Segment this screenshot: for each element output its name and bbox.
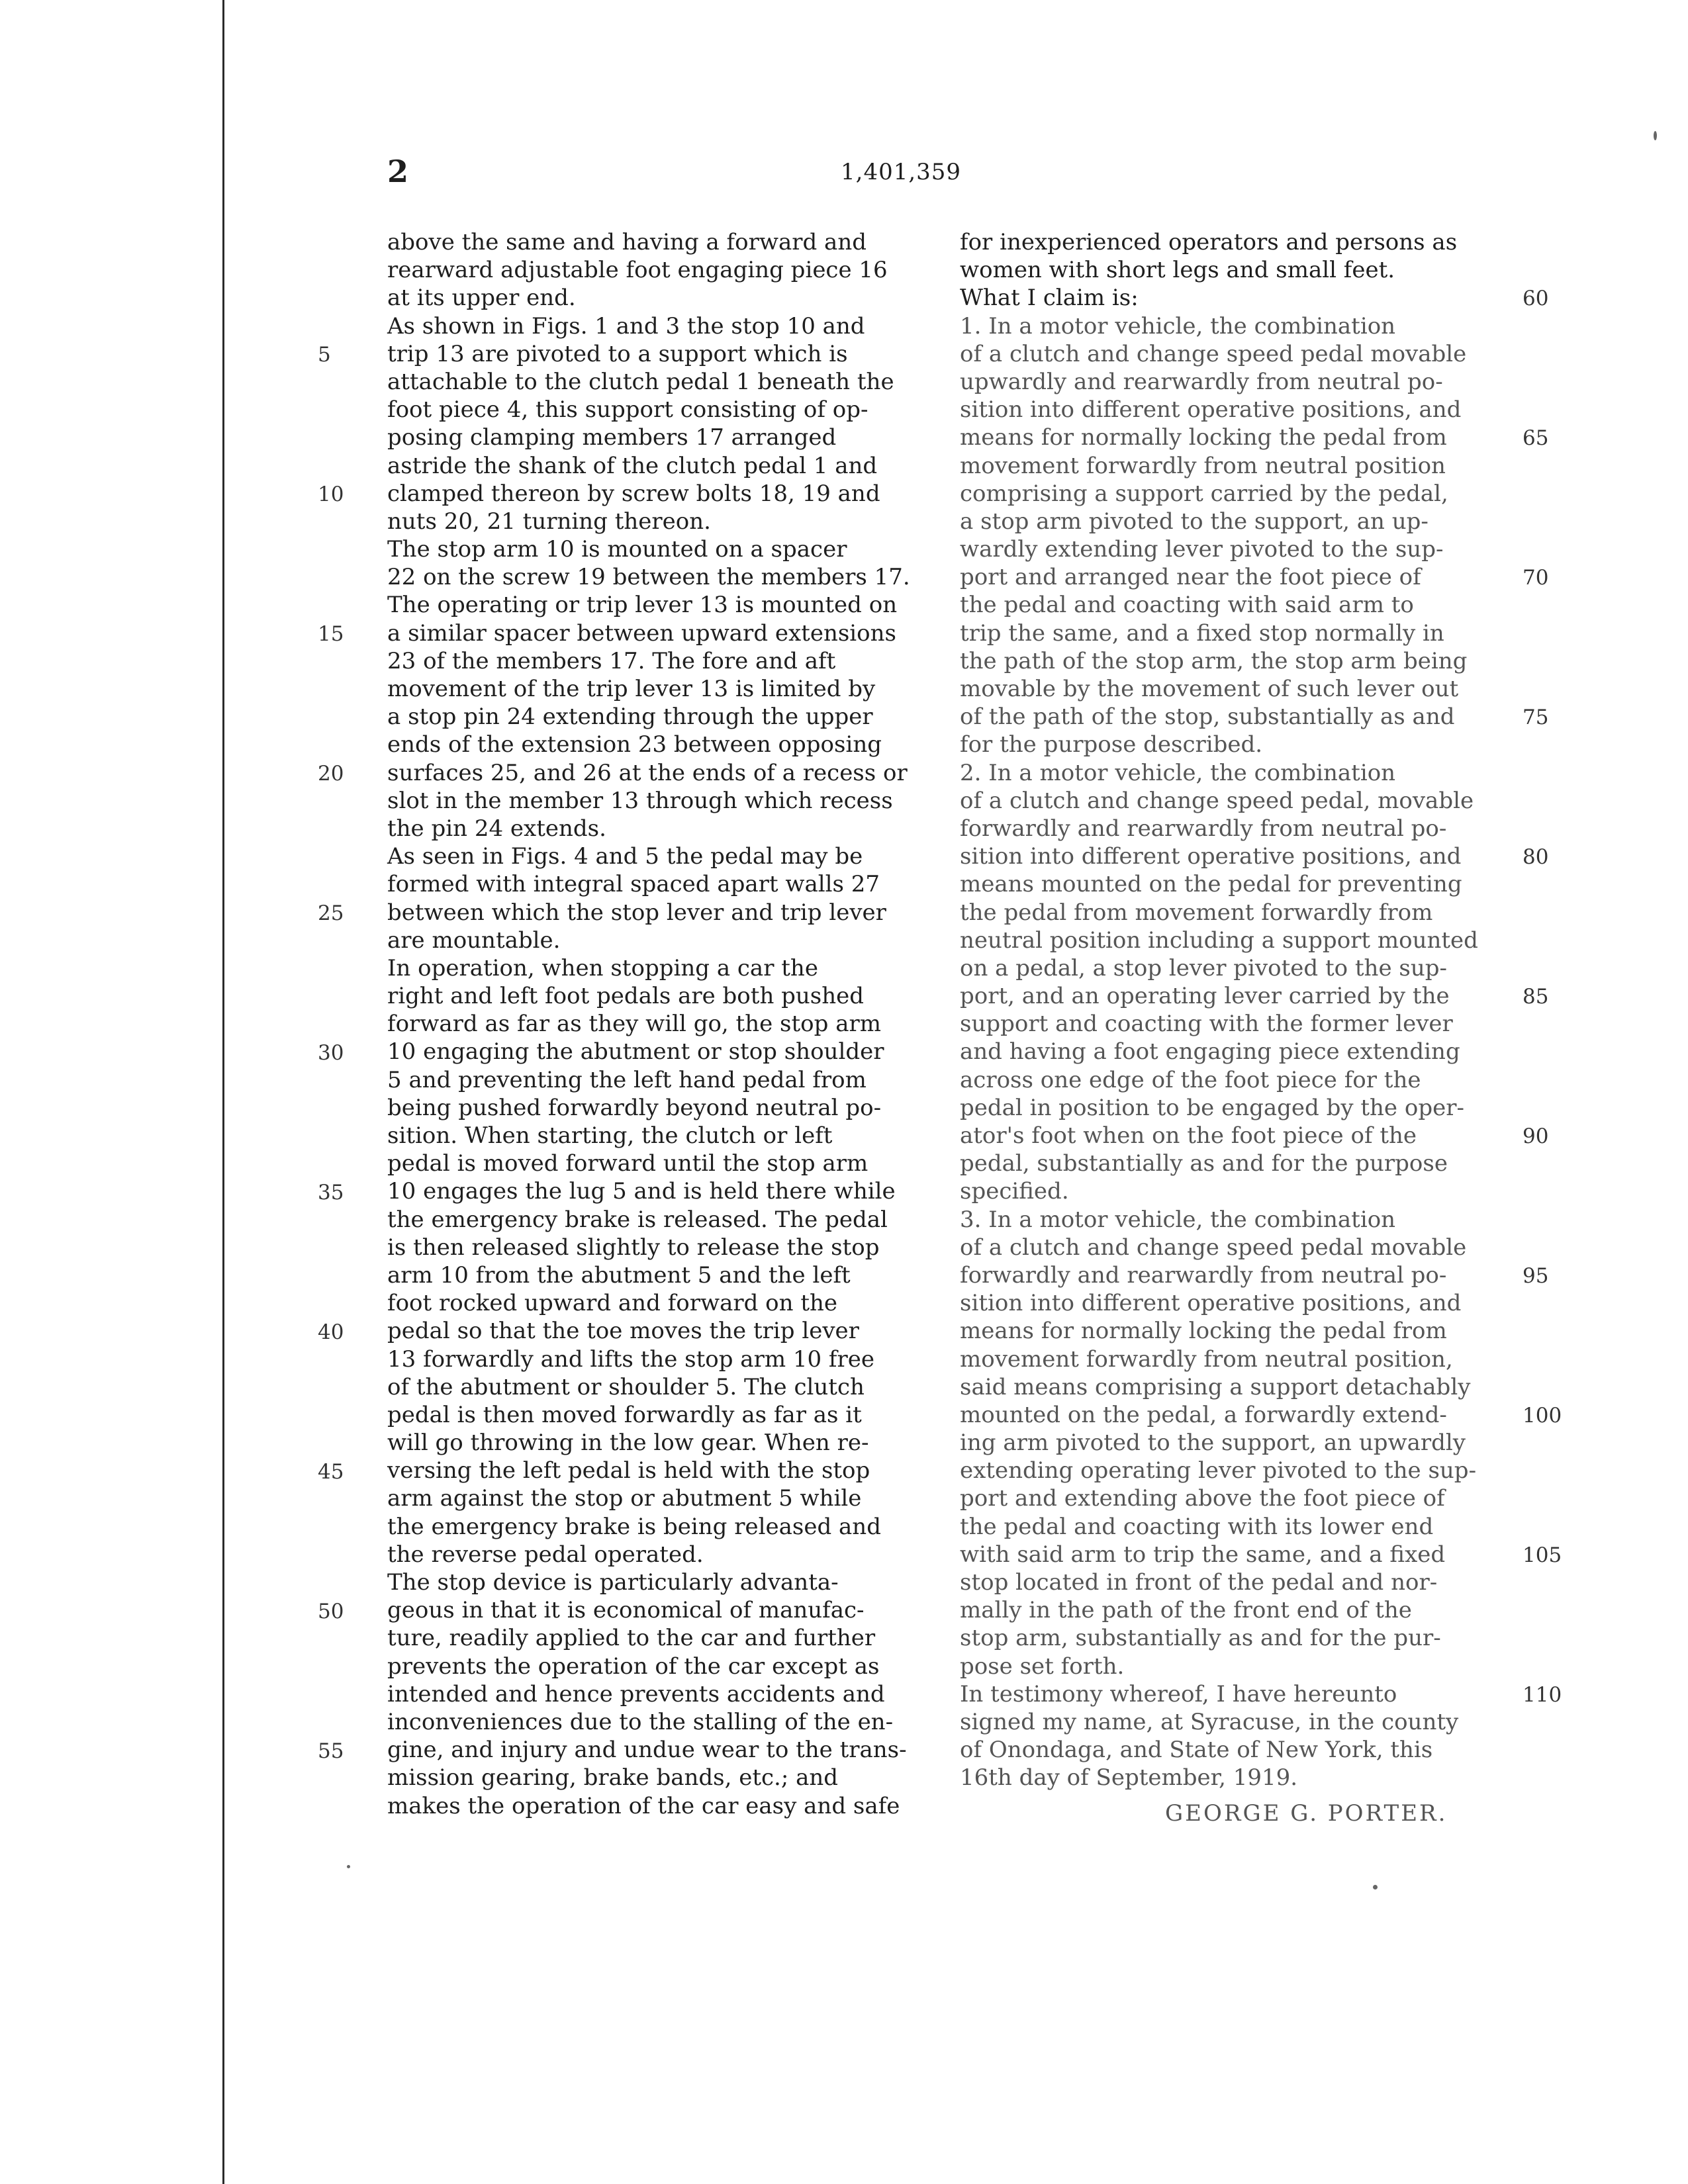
text-line: port and extending above the foot piece of (960, 1485, 1445, 1512)
margin-line-number: 35 (318, 1180, 344, 1205)
page-number: 2 (387, 154, 409, 189)
text-line: across one edge of the foot piece for the (960, 1066, 1421, 1093)
text-line: The operating or trip lever 13 is mounted on (387, 592, 898, 619)
text-line: means mounted on the pedal for preventing (960, 871, 1462, 898)
text-line: movement forwardly from neutral position, (960, 1345, 1453, 1373)
text-line: trip the same, and a fixed stop normally in (960, 619, 1444, 647)
text-line: prevents the operation of the car except as (387, 1653, 880, 1680)
text-line: forward as far as they will go, the stop arm (387, 1011, 881, 1038)
text-line: inconveniences due to the stalling of the en- (387, 1708, 894, 1735)
text-line: astride the shank of the clutch pedal 1 and (387, 452, 878, 479)
text-line: movement forwardly from neutral position (960, 452, 1446, 479)
text-line: the emergency brake is released. The pedal (387, 1206, 888, 1233)
text-line: mally in the path of the front end of the (960, 1597, 1412, 1624)
text-line: of a clutch and change speed pedal movable (960, 340, 1467, 367)
text-line: is then released slightly to release the stop (387, 1234, 880, 1261)
text-line: neutral position including a support mounted (960, 927, 1478, 954)
text-line: pose set forth. (960, 1653, 1125, 1680)
text-line: means for normally locking the pedal from (960, 424, 1447, 451)
patent-number: 1,401,359 (841, 159, 962, 185)
margin-line-number: 85 (1523, 985, 1549, 1009)
text-line: extending operating lever pivoted to the sup- (960, 1457, 1477, 1484)
text-line: rearward adjustable foot engaging piece 16 (387, 257, 888, 284)
text-line: ends of the extension 23 between opposing (387, 731, 882, 758)
text-line: 3. In a motor vehicle, the combination (960, 1206, 1396, 1233)
margin-line-number: 75 (1523, 705, 1549, 730)
scan-speck (347, 1865, 350, 1868)
scan-speck (1373, 1885, 1378, 1889)
margin-line-number: 100 (1523, 1404, 1562, 1428)
text-line: 1. In a motor vehicle, the combination (960, 312, 1396, 340)
text-line: As shown in Figs. 1 and 3 the stop 10 and (387, 312, 865, 340)
text-line: slot in the member 13 through which recess (387, 787, 893, 814)
text-line: surfaces 25, and 26 at the ends of a recess or (387, 759, 908, 786)
text-line: the pedal and coacting with its lower end (960, 1513, 1434, 1540)
text-line: being pushed forwardly beyond neutral po- (387, 1094, 882, 1121)
text-line: gine, and injury and undue wear to the trans- (387, 1737, 907, 1764)
text-line: are mountable. (387, 927, 561, 954)
text-line: The stop arm 10 is mounted on a spacer (387, 536, 847, 563)
text-line: pedal is then moved forwardly as far as it (387, 1401, 862, 1428)
text-line: In testimony whereof, I have hereunto (960, 1680, 1397, 1707)
text-line: women with short legs and small feet. (960, 257, 1395, 284)
text-line: attachable to the clutch pedal 1 beneath the (387, 368, 894, 395)
page-edge-rule (222, 0, 224, 2184)
margin-line-number: 80 (1523, 845, 1549, 870)
text-line: ing arm pivoted to the support, an upwardly (960, 1430, 1466, 1457)
margin-line-number: 10 (318, 482, 344, 506)
text-line: 22 on the screw 19 between the members 17. (387, 564, 910, 591)
text-line: forwardly and rearwardly from neutral po- (960, 815, 1447, 842)
text-line: As seen in Figs. 4 and 5 the pedal may be (387, 843, 863, 870)
text-line: of Onondaga, and State of New York, this (960, 1737, 1433, 1764)
text-line: sition into different operative positions, and (960, 1290, 1462, 1317)
text-line: a stop arm pivoted to the support, an up- (960, 508, 1429, 535)
text-line: foot piece 4, this support consisting of op- (387, 396, 868, 424)
text-line: The stop device is particularly advanta- (387, 1569, 839, 1596)
margin-line-number: 95 (1523, 1264, 1549, 1289)
text-line: said means comprising a support detachably (960, 1373, 1471, 1400)
text-line: 10 engages the lug 5 and is held there while (387, 1178, 896, 1205)
margin-line-number: 40 (318, 1320, 344, 1344)
text-line: arm 10 from the abutment 5 and the left (387, 1261, 851, 1289)
text-line: trip 13 are pivoted to a support which is (387, 340, 848, 367)
margin-line-number: 110 (1523, 1683, 1562, 1707)
margin-line-number: 65 (1523, 426, 1549, 451)
text-line: forwardly and rearwardly from neutral po- (960, 1261, 1447, 1289)
text-line: a stop pin 24 extending through the upper (387, 704, 873, 731)
text-line: pedal so that the toe moves the trip lever (387, 1318, 859, 1345)
text-line: means for normally locking the pedal from (960, 1318, 1447, 1345)
text-line: of the path of the stop, substantially as and (960, 704, 1455, 731)
left-text-column (387, 228, 937, 1820)
text-line: formed with integral spaced apart walls 27 (387, 871, 880, 898)
text-line: In operation, when stopping a car the (387, 954, 818, 981)
text-line: versing the left pedal is held with the stop (387, 1457, 870, 1484)
text-line: the emergency brake is being released and (387, 1513, 881, 1540)
text-line: with said arm to trip the same, and a fixed (960, 1541, 1446, 1568)
text-line: 23 of the members 17. The fore and aft (387, 647, 836, 674)
text-line: sition. When starting, the clutch or left (387, 1122, 833, 1149)
text-line: intended and hence prevents accidents and (387, 1680, 885, 1707)
margin-line-number: 45 (318, 1459, 344, 1484)
scan-speck (1654, 131, 1657, 140)
inventor-signature: GEORGE G. PORTER. (1165, 1800, 1448, 1827)
margin-line-number: 25 (318, 901, 344, 925)
text-line: between which the stop lever and trip lever (387, 899, 886, 926)
text-line: upwardly and rearwardly from neutral po- (960, 368, 1443, 395)
text-line: stop arm, substantially as and for the pur- (960, 1625, 1441, 1652)
text-line: a similar spacer between upward extensions (387, 619, 897, 647)
text-line: clamped thereon by screw bolts 18, 19 and (387, 480, 880, 507)
margin-line-number: 5 (318, 342, 331, 367)
text-line: foot rocked upward and forward on the (387, 1290, 838, 1317)
margin-line-number: 70 (1523, 566, 1549, 590)
margin-line-number: 90 (1523, 1124, 1549, 1149)
text-line: posing clamping members 17 arranged (387, 424, 837, 451)
margin-line-number: 30 (318, 1040, 344, 1065)
text-line: will go throwing in the low gear. When re- (387, 1430, 869, 1457)
text-line: movable by the movement of such lever out (960, 676, 1459, 702)
text-line: geous in that it is economical of manufac- (387, 1597, 865, 1624)
text-line: stop located in front of the pedal and nor- (960, 1569, 1438, 1596)
text-line: 16th day of September, 1919. (960, 1764, 1298, 1792)
text-line: 2. In a motor vehicle, the combination (960, 759, 1396, 786)
text-line: movement of the trip lever 13 is limited by (387, 676, 876, 702)
margin-line-number: 20 (318, 761, 344, 786)
text-line: 5 and preventing the left hand pedal from (387, 1066, 867, 1093)
text-line: pedal is moved forward until the stop arm (387, 1150, 868, 1177)
right-text-column (960, 228, 1516, 1792)
text-line: of a clutch and change speed pedal, movable (960, 787, 1474, 814)
text-line: on a pedal, a stop lever pivoted to the sup- (960, 954, 1447, 981)
text-line: for inexperienced operators and persons as (960, 229, 1458, 255)
text-line: wardly extending lever pivoted to the sup- (960, 536, 1444, 563)
text-line: makes the operation of the car easy and safe (387, 1792, 900, 1819)
text-line: sition into different operative positions, and (960, 843, 1462, 870)
text-line: the reverse pedal operated. (387, 1541, 704, 1568)
text-line: right and left foot pedals are both pushed (387, 983, 865, 1010)
text-line: What I claim is: (960, 285, 1139, 312)
text-line: for the purpose described. (960, 731, 1263, 758)
text-line: of a clutch and change speed pedal movable (960, 1234, 1467, 1261)
text-line: mounted on the pedal, a forwardly extend- (960, 1401, 1447, 1428)
text-line: the path of the stop arm, the stop arm being (960, 647, 1468, 674)
text-line: 10 engaging the abutment or stop shoulder (387, 1038, 884, 1066)
text-line: above the same and having a forward and (387, 229, 867, 255)
text-line: specified. (960, 1178, 1069, 1205)
text-line: the pin 24 extends. (387, 815, 606, 842)
text-line: port and arranged near the foot piece of (960, 564, 1421, 591)
text-line: port, and an operating lever carried by the (960, 983, 1450, 1010)
text-line: arm against the stop or abutment 5 while (387, 1485, 862, 1512)
text-line: sition into different operative positions, and (960, 396, 1462, 424)
text-line: pedal, substantially as and for the purpose (960, 1150, 1448, 1177)
text-line: ator's foot when on the foot piece of the (960, 1122, 1417, 1149)
margin-line-number: 60 (1523, 287, 1549, 311)
text-line: ture, readily applied to the car and further (387, 1625, 876, 1652)
text-line: mission gearing, brake bands, etc.; and (387, 1764, 839, 1792)
text-line: signed my name, at Syracuse, in the county (960, 1708, 1459, 1735)
text-line: and having a foot engaging piece extending (960, 1038, 1460, 1066)
text-line: at its upper end. (387, 285, 576, 312)
text-line: 13 forwardly and lifts the stop arm 10 free (387, 1345, 875, 1373)
text-line: nuts 20, 21 turning thereon. (387, 508, 711, 535)
text-line: of the abutment or shoulder 5. The clutch (387, 1373, 865, 1400)
margin-line-number: 55 (318, 1739, 344, 1763)
text-line: pedal in position to be engaged by the oper- (960, 1094, 1464, 1121)
text-line: support and coacting with the former lever (960, 1011, 1453, 1038)
text-line: comprising a support carried by the pedal, (960, 480, 1448, 507)
text-line: the pedal and coacting with said arm to (960, 592, 1414, 619)
margin-line-number: 105 (1523, 1543, 1562, 1568)
text-line: the pedal from movement forwardly from (960, 899, 1433, 926)
margin-line-number: 50 (318, 1599, 344, 1623)
margin-line-number: 15 (318, 621, 344, 646)
